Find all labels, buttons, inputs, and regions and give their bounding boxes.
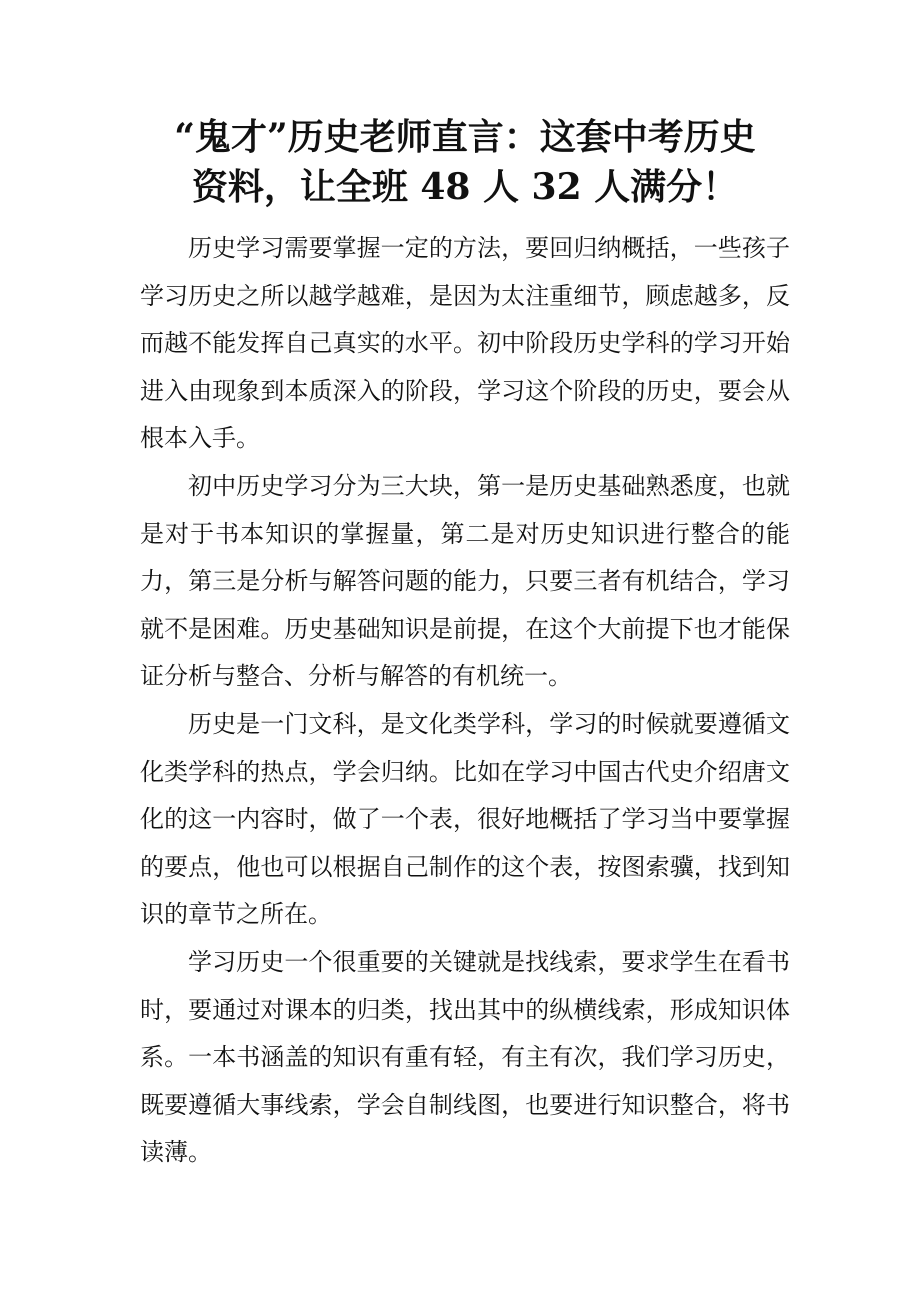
document-title (120, 112, 810, 212)
title-line-2: 资料，让全班 48 人 32 人满分！ (191, 166, 739, 208)
title-line-1: “鬼才”历史老师直言：这套中考历史 (174, 116, 756, 158)
document-body (140, 225, 790, 1177)
paragraph-2: 初中历史学习分为三大块，第一是历史基础熟悉度，也就是对于书本知识的掌握量，第二是对历史知识进行整合的能力，第三是分析与解答问题的能力，只要三者有机结合，学习就不是困难。历史基础知识是前提，在这个大前提下也才能保证分析与整合、分析与解答的有机统一。 (140, 471, 790, 691)
paragraph-4: 学习历史一个很重要的关键就是找线索，要求学生在看书时，要通过对课本的归类，找出其中的纵横线索，形成知识体系。一本书涵盖的知识有重有轻，有主有次，我们学习历史，既要遵循大事线索，学会自制线图，也要进行知识整合，将书读薄。 (140, 947, 790, 1167)
paragraph-3: 历史是一门文科，是文化类学科，学习的时候就要遵循文化类学科的热点，学会归纳。比如在学习中国古代史介绍唐文化的这一内容时，做了一个表，很好地概括了学习当中要掌握的要点，他也可以根据自己制作的这个表，按图索骥，找到知识的章节之所在。 (140, 709, 790, 929)
paragraph-1: 历史学习需要掌握一定的方法，要回归纳概括，一些孩子学习历史之所以越学越难，是因为太注重细节，顾虑越多，反而越不能发挥自己真实的水平。初中阶段历史学科的学习开始进入由现象到本质深入的阶段，学习这个阶段的历史，要会从根本入手。 (140, 234, 790, 453)
